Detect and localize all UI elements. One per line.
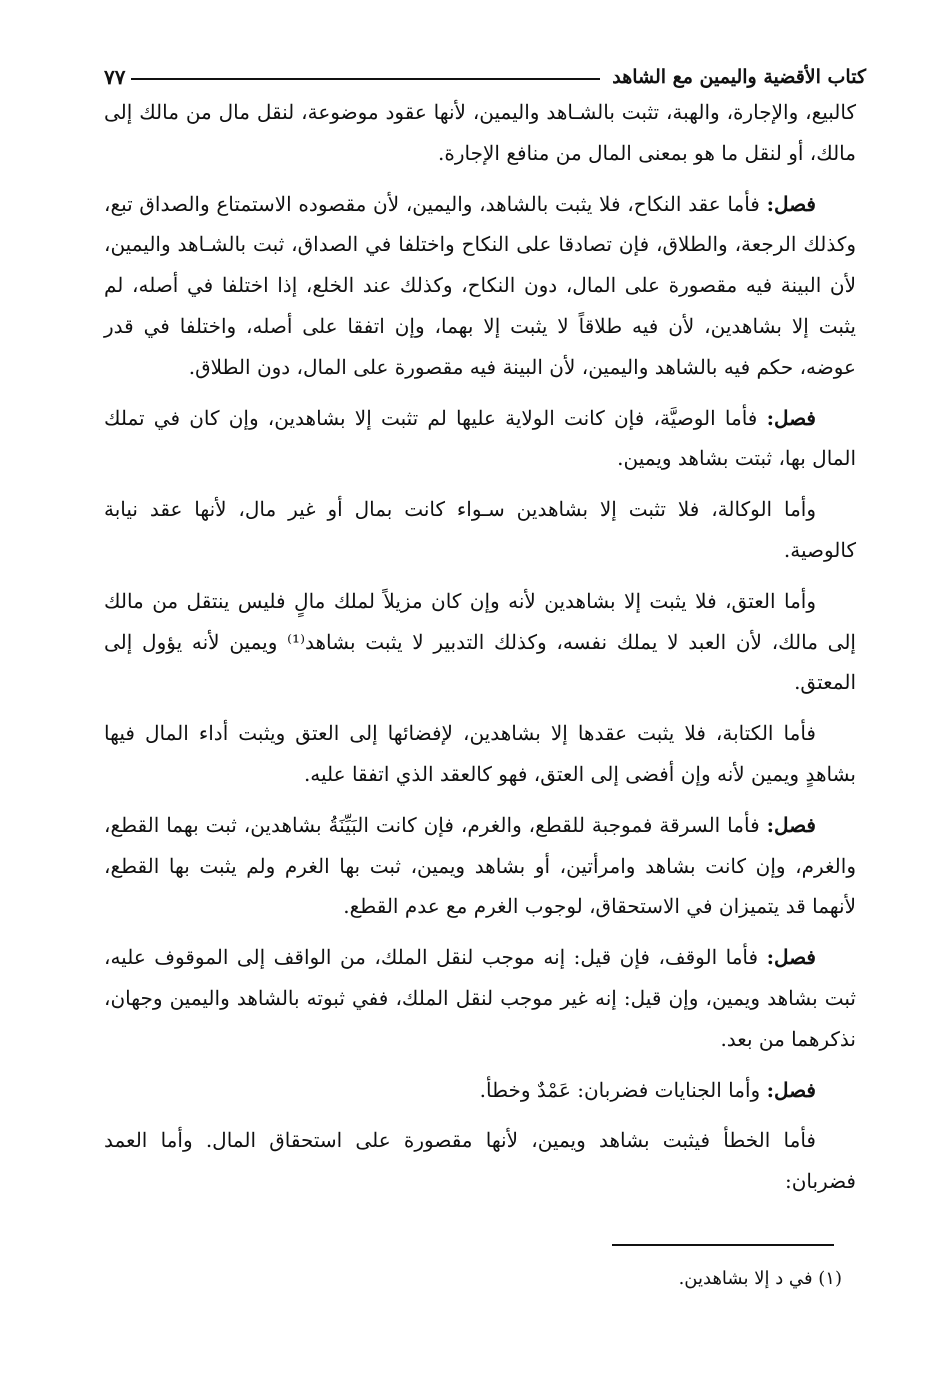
paragraph-text: كالبيع، والإجارة، والهبة، تثبت بالشـاهد واليمين، لأنها عقود موضوعة، لنقل مال من مالك إلى مالك، أو لنقل ما هو بمعنى المال من منافع الإجارة. bbox=[104, 100, 856, 165]
paragraph bbox=[104, 1070, 856, 1111]
paragraph bbox=[104, 489, 856, 571]
header-title: كتاب الأقضية واليمين مع الشاهد bbox=[612, 66, 866, 88]
section-lead: فصل: bbox=[766, 945, 816, 970]
footnote-rule bbox=[612, 1244, 834, 1246]
paragraph bbox=[104, 1120, 856, 1202]
paragraph bbox=[104, 937, 856, 1059]
section-lead: فصل: bbox=[766, 812, 816, 837]
section-lead: فصل: bbox=[766, 405, 816, 430]
paragraph bbox=[104, 184, 856, 388]
paragraph-text: فأما عقد النكاح، فلا يثبت بالشاهد، واليمين، لأن مقصوده الاستمتاع والصداق تبع، وكذلك الرجعة، والطلاق، فإن تصادقا على النكاح واختلفا في الصداق، ثبت بالشـاهد واليمين، لأن البينة فيه مقصورة على المال، دون النكاح، وكذلك عند الخلع، إذا اختلفا في أصله، لم يثبت إلا بشاهدين، لأن فيه طلاقاً لا يثبت إلا بهما، وإن اتفقا على أصله، واختلفا في قدر عوضه، حكم فيه بالشاهد واليمين، لأن البينة فيه مقصورة على المال، دون الطلاق. bbox=[104, 191, 856, 379]
paragraph-text: فأما الوقف، فإن قيل: إنه موجب لنقل الملك، من الواقف إلى الموقوف عليه، ثبت بشاهد ويمين، وإن قيل: إنه غير موجب لنقل الملك، ففي ثبوته بالشاهد واليمين وجهان، نذكرهما من بعد. bbox=[104, 945, 856, 1051]
paragraph-text: فأما الخطأ فيثبت بشاهد ويمين، لأنها مقصورة على استحقاق المال. وأما العمد فضربان: bbox=[104, 1128, 856, 1194]
footnote: (١) في د إلا بشاهدين. bbox=[678, 1268, 842, 1289]
paragraph bbox=[104, 92, 856, 174]
paragraph-text: فأما السرقة فموجبة للقطع، والغرم، فإن كانت البَيِّنَةُ بشاهدين، ثبت بهما القطع، والغرم، وإن كانت بشاهد وامرأتين، أو بشاهد ويمين، ثبت بها الغرم ولم يثبت بها القطع، لأنهما قد يتميزان في الاستحقاق، لوجوب الغرم مع عدم القطع. bbox=[104, 812, 856, 919]
body-text bbox=[104, 92, 856, 1202]
paragraph-text: وأما الوكالة، فلا تثبت إلا بشاهدين سـواء كانت بمال أو غير مال، لأنها عقد نيابة كالوصية. bbox=[104, 497, 856, 562]
paragraph-text: فأما الوصيَّة، فإن كانت الولاية عليها لم تثبت إلا بشاهدين، وإن كان في تملك المال بها، ثبتت بشاهد ويمين. bbox=[104, 405, 856, 471]
section-lead: فصل: bbox=[766, 1077, 816, 1102]
paragraph-text: وأما العتق، فلا يثبت إلا بشاهدين لأنه وإن كان مزيلاً لملك مالٍ فليس ينتقل من مالك إلى مالك، لأن العبد لا يملك نفسه، وكذلك التدبير لا يثبت بشاهد⁽¹⁾ ويمين لأنه يؤول إلى المعتق. bbox=[104, 588, 856, 695]
paragraph bbox=[104, 805, 856, 927]
section-lead: فصل: bbox=[766, 191, 816, 216]
page-number: ٧٧ bbox=[104, 65, 126, 89]
header-rule bbox=[131, 78, 600, 80]
paragraph bbox=[104, 398, 856, 480]
paragraph bbox=[104, 581, 856, 703]
paragraph-text: فأما الكتابة، فلا يثبت عقدها إلا بشاهدين، لإفضائها إلى العتق ويثبت أداء المال فيها بشاهدٍ ويمين لأنه وإن أفضى إلى العتق، فهو كالعقد الذي اتفقا عليه. bbox=[104, 721, 856, 786]
paragraph-text: وأما الجنايات فضربان: عَمْدٌ وخطأ. bbox=[479, 1077, 767, 1102]
paragraph bbox=[104, 713, 856, 795]
running-header bbox=[104, 62, 866, 92]
